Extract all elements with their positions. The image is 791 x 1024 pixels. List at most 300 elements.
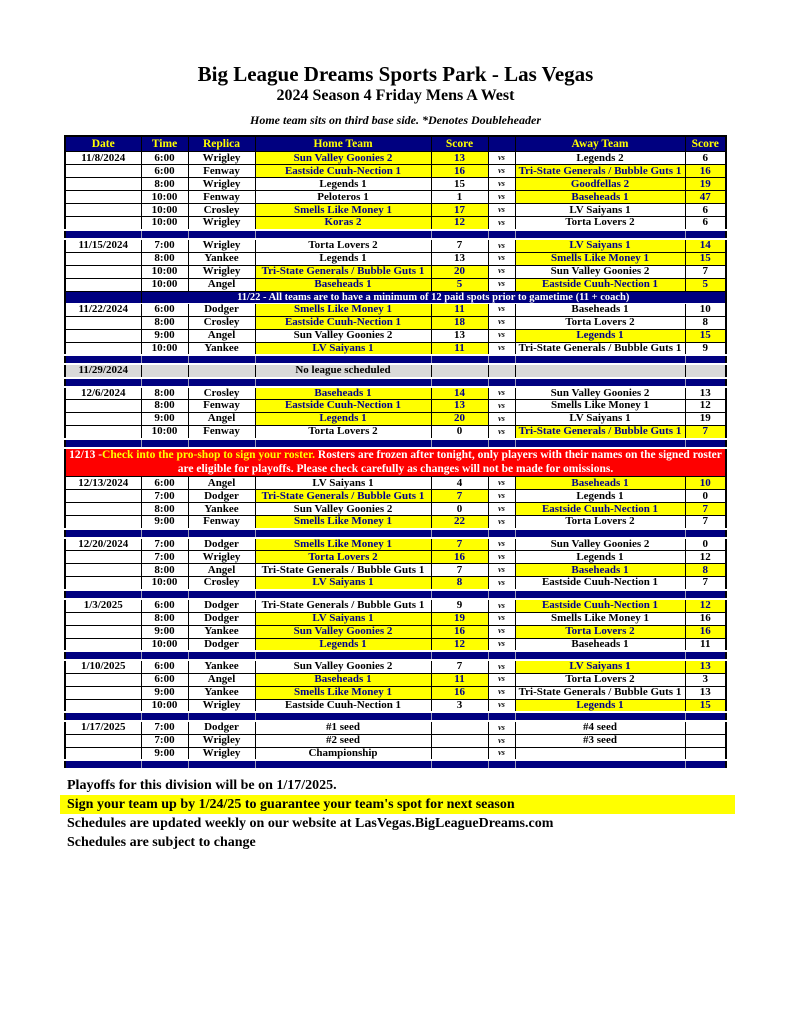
date-cell [65,686,141,699]
home-score-cell: 7 [431,239,488,252]
home-score-cell: 22 [431,516,488,529]
replica-cell: Angel [188,278,255,291]
home-score-cell [431,747,488,760]
home-score-cell: 16 [431,551,488,564]
game-row [65,503,726,516]
time-cell: 7:00 [141,551,188,564]
away-team-cell: LV Saiyans 1 [515,239,685,252]
separator-cell [141,355,188,364]
time-cell: 8:00 [141,400,188,413]
home-team-cell: Baseheads 1 [255,387,431,400]
separator-cell [65,378,141,387]
home-score-cell: 1 [431,191,488,204]
away-team-cell: Tri-State Generals / Bubble Guts 1 [515,342,685,355]
away-team-cell: Eastside Cuuh-Nection 1 [515,503,685,516]
vs-cell: vs [488,612,515,625]
separator-cell [255,378,431,387]
away-score-cell: 10 [685,303,726,316]
separator-cell [515,529,685,538]
home-team-column-header: Home Team [255,136,431,152]
vs-cell: vs [488,252,515,265]
time-cell: 10:00 [141,577,188,590]
away-score-cell [685,721,726,734]
game-row [65,278,726,291]
replica-cell: Crosley [188,387,255,400]
time-cell: 8:00 [141,316,188,329]
game-row [65,165,726,178]
time-cell: 10:00 [141,217,188,230]
away-team-cell: #3 seed [515,734,685,747]
time-cell: 6:00 [141,165,188,178]
home-score-cell: 0 [431,426,488,439]
separator-cell [65,590,141,599]
home-team-cell: Tri-State Generals / Bubble Guts 1 [255,564,431,577]
home-team-cell: Sun Valley Goonies 2 [255,329,431,342]
game-row [65,204,726,217]
separator-row [65,230,726,239]
home-team-cell: Eastside Cuuh-Nection 1 [255,316,431,329]
home-team-cell: Baseheads 1 [255,278,431,291]
away-team-cell: Torta Lovers 2 [515,625,685,638]
away-score-cell: 19 [685,413,726,426]
home-team-cell: Peloteros 1 [255,191,431,204]
roster-banner-cell [65,448,726,477]
vs-cell: vs [488,239,515,252]
separator-row [65,651,726,660]
home-score-cell: 20 [431,265,488,278]
game-row [65,477,726,490]
date-cell [65,426,141,439]
away-team-cell: Sun Valley Goonies 2 [515,387,685,400]
home-score-cell: 11 [431,303,488,316]
away-score-cell: 13 [685,660,726,673]
game-row [65,316,726,329]
vs-cell: vs [488,178,515,191]
replica-cell: Crosley [188,577,255,590]
away-team-cell: Legends 1 [515,551,685,564]
away-team-cell: Smells Like Money 1 [515,400,685,413]
game-row [65,400,726,413]
separator-cell [188,439,255,448]
replica-cell: Angel [188,477,255,490]
home-score-cell: 16 [431,165,488,178]
home-score-cell: 14 [431,387,488,400]
time-cell: 10:00 [141,638,188,651]
game-row [65,217,726,230]
separator-cell [141,439,188,448]
away-score-column-header: Score [685,136,726,152]
game-row [65,747,726,760]
home-team-cell: Championship [255,747,431,760]
away-score-cell: 6 [685,204,726,217]
away-team-cell: Smells Like Money 1 [515,612,685,625]
away-team-cell: Legends 1 [515,490,685,503]
home-score-cell: 18 [431,316,488,329]
away-score-cell: 12 [685,400,726,413]
separator-cell [685,712,726,721]
time-cell: 9:00 [141,516,188,529]
separator-cell [515,760,685,769]
replica-cell: Wrigley [188,217,255,230]
date-cell [65,612,141,625]
time-cell: 6:00 [141,152,188,165]
vs-cell: vs [488,638,515,651]
home-team-cell: Smells Like Money 1 [255,516,431,529]
away-score-cell: 7 [685,577,726,590]
home-team-note: Home team sits on third base side. *Denotes Doubleheader [250,112,541,127]
no-league-cell: No league scheduled [255,364,431,378]
vs-cell: vs [488,699,515,712]
home-team-cell: Koras 2 [255,217,431,230]
replica-cell: Fenway [188,426,255,439]
separator-cell [255,355,431,364]
away-score-cell: 47 [685,191,726,204]
separator-cell [255,439,431,448]
vs-cell: vs [488,387,515,400]
separator-cell [65,651,141,660]
home-score-cell [431,734,488,747]
date-cell: 12/6/2024 [65,387,141,400]
home-team-cell: Eastside Cuuh-Nection 1 [255,699,431,712]
away-score-cell: 7 [685,426,726,439]
home-score-cell: 7 [431,538,488,551]
home-score-cell: 11 [431,673,488,686]
separator-cell [488,712,515,721]
home-team-cell: LV Saiyans 1 [255,577,431,590]
subject-to-change-note: Schedules are subject to change [67,834,256,850]
vs-cell: vs [488,747,515,760]
separator-cell [431,590,488,599]
separator-cell [141,230,188,239]
game-row [65,191,726,204]
away-team-cell: LV Saiyans 1 [515,660,685,673]
time-cell: 10:00 [141,342,188,355]
time-cell: 6:00 [141,673,188,686]
away-team-cell: Torta Lovers 2 [515,673,685,686]
date-cell [65,278,141,291]
replica-cell: Dodger [188,721,255,734]
time-cell: 10:00 [141,265,188,278]
separator-cell [685,439,726,448]
vs-column-header [488,136,515,152]
replica-cell: Fenway [188,191,255,204]
replica-cell: Wrigley [188,239,255,252]
time-cell: 7:00 [141,538,188,551]
away-score-cell: 5 [685,278,726,291]
home-team-cell: Sun Valley Goonies 2 [255,625,431,638]
page-title: Big League Dreams Sports Park - Las Vegas [197,62,594,86]
away-score-cell: 7 [685,265,726,278]
home-score-cell [431,364,488,378]
away-team-cell: Sun Valley Goonies 2 [515,538,685,551]
date-cell [65,503,141,516]
game-row [65,329,726,342]
away-team-cell: Goodfellas 2 [515,178,685,191]
game-row [65,673,726,686]
game-row [65,564,726,577]
replica-cell: Dodger [188,599,255,612]
away-team-cell: Baseheads 1 [515,638,685,651]
away-team-cell: Baseheads 1 [515,191,685,204]
separator-cell [488,355,515,364]
home-team-cell: Smells Like Money 1 [255,204,431,217]
replica-cell: Angel [188,673,255,686]
separator-cell [685,378,726,387]
date-cell [65,564,141,577]
game-row [65,252,726,265]
date-cell: 11/8/2024 [65,152,141,165]
away-team-cell: Legends 1 [515,329,685,342]
away-score-cell: 8 [685,316,726,329]
date-cell [65,204,141,217]
separator-cell [188,651,255,660]
away-score-cell: 0 [685,490,726,503]
game-row [65,686,726,699]
notice-cell: 11/22 - All teams are to have a minimum of 12 paid spots prior to gametime (11 + coach) [141,291,726,303]
separator-cell [255,712,431,721]
vs-cell: vs [488,686,515,699]
roster-banner-row [65,448,726,477]
home-team-cell: #1 seed [255,721,431,734]
away-team-cell: Eastside Cuuh-Nection 1 [515,577,685,590]
game-row [65,490,726,503]
home-score-cell: 9 [431,599,488,612]
away-score-cell [685,734,726,747]
away-score-cell: 15 [685,329,726,342]
separator-row [65,760,726,769]
home-score-cell: 19 [431,612,488,625]
home-team-cell: Smells Like Money 1 [255,538,431,551]
time-cell: 6:00 [141,303,188,316]
vs-cell: vs [488,490,515,503]
date-cell [65,577,141,590]
game-row [65,721,726,734]
home-team-cell: Smells Like Money 1 [255,686,431,699]
away-score-cell: 6 [685,152,726,165]
vs-cell: vs [488,191,515,204]
separator-cell [188,760,255,769]
separator-cell [488,378,515,387]
away-team-cell: Eastside Cuuh-Nection 1 [515,278,685,291]
home-team-cell: #2 seed [255,734,431,747]
game-row [65,599,726,612]
replica-cell: Yankee [188,625,255,638]
page-subtitle: 2024 Season 4 Friday Mens A West [276,87,515,105]
replica-cell: Dodger [188,612,255,625]
replica-cell: Angel [188,413,255,426]
separator-cell [255,230,431,239]
away-team-cell: Smells Like Money 1 [515,252,685,265]
home-team-cell: Torta Lovers 2 [255,426,431,439]
replica-column-header: Replica [188,136,255,152]
date-cell: 1/10/2025 [65,660,141,673]
replica-cell: Wrigley [188,551,255,564]
away-team-cell: Torta Lovers 2 [515,217,685,230]
schedule-table-body [65,152,726,769]
away-score-cell: 13 [685,686,726,699]
home-score-column-header: Score [431,136,488,152]
separator-cell [141,378,188,387]
separator-cell [188,529,255,538]
separator-cell [431,712,488,721]
time-cell: 10:00 [141,191,188,204]
time-cell: 9:00 [141,625,188,638]
time-cell: 9:00 [141,686,188,699]
replica-cell: Fenway [188,400,255,413]
game-row [65,413,726,426]
away-team-cell: Baseheads 1 [515,477,685,490]
no-league-row [65,364,726,378]
away-score-cell: 16 [685,165,726,178]
playoffs-note: Playoffs for this division will be on 1/17/2025. [67,777,337,793]
date-cell [65,516,141,529]
date-cell [65,638,141,651]
home-score-cell: 3 [431,699,488,712]
separator-cell [685,230,726,239]
vs-cell: vs [488,721,515,734]
home-team-cell: Tri-State Generals / Bubble Guts 1 [255,265,431,278]
away-team-cell: Tri-State Generals / Bubble Guts 1 [515,686,685,699]
date-cell [65,217,141,230]
away-team-cell: Tri-State Generals / Bubble Guts 1 [515,165,685,178]
time-cell: 7:00 [141,721,188,734]
game-row [65,152,726,165]
home-team-cell: Eastside Cuuh-Nection 1 [255,400,431,413]
date-cell [65,265,141,278]
time-cell: 9:00 [141,413,188,426]
time-cell: 8:00 [141,252,188,265]
home-score-cell: 11 [431,342,488,355]
replica-cell: Crosley [188,316,255,329]
separator-cell [65,439,141,448]
game-row [65,612,726,625]
game-row [65,426,726,439]
vs-cell: vs [488,660,515,673]
date-cell: 11/29/2024 [65,364,141,378]
vs-cell: vs [488,551,515,564]
away-team-cell: Sun Valley Goonies 2 [515,265,685,278]
away-team-cell: Tri-State Generals / Bubble Guts 1 [515,426,685,439]
home-score-cell: 4 [431,477,488,490]
vs-cell: vs [488,599,515,612]
home-score-cell: 13 [431,400,488,413]
date-cell [65,413,141,426]
game-row [65,342,726,355]
vs-cell: vs [488,165,515,178]
separator-row [65,712,726,721]
vs-cell: vs [488,426,515,439]
separator-cell [255,590,431,599]
date-cell: 12/20/2024 [65,538,141,551]
notice-date-cell [65,291,141,303]
separator-cell [65,355,141,364]
replica-cell: Dodger [188,638,255,651]
game-row [65,660,726,673]
separator-cell [685,355,726,364]
home-score-cell: 0 [431,503,488,516]
time-cell: 9:00 [141,747,188,760]
replica-cell: Yankee [188,660,255,673]
separator-cell [685,590,726,599]
home-team-cell: LV Saiyans 1 [255,477,431,490]
replica-cell: Yankee [188,686,255,699]
vs-cell: vs [488,329,515,342]
replica-cell: Yankee [188,252,255,265]
time-cell: 8:00 [141,178,188,191]
vs-cell: vs [488,625,515,638]
away-score-cell: 0 [685,538,726,551]
away-team-cell: Legends 2 [515,152,685,165]
replica-cell: Wrigley [188,178,255,191]
away-team-cell: Eastside Cuuh-Nection 1 [515,599,685,612]
away-score-cell: 10 [685,477,726,490]
replica-cell: Wrigley [188,747,255,760]
time-cell: 10:00 [141,699,188,712]
away-team-cell: Torta Lovers 2 [515,316,685,329]
home-team-cell: Smells Like Money 1 [255,303,431,316]
vs-cell: vs [488,564,515,577]
home-score-cell [431,721,488,734]
date-cell [65,342,141,355]
time-cell: 10:00 [141,278,188,291]
replica-cell: Yankee [188,503,255,516]
replica-cell: Dodger [188,490,255,503]
game-row [65,734,726,747]
vs-cell: vs [488,204,515,217]
away-team-cell [515,747,685,760]
date-cell [65,551,141,564]
time-cell: 8:00 [141,503,188,516]
separator-row [65,378,726,387]
website-note: Schedules are updated weekly on our website at LasVegas.BigLeagueDreams.com [67,815,554,831]
date-cell [65,734,141,747]
vs-cell: vs [488,342,515,355]
game-row [65,551,726,564]
home-score-cell: 13 [431,252,488,265]
time-cell: 6:00 [141,660,188,673]
separator-row [65,355,726,364]
vs-cell: vs [488,503,515,516]
replica-cell: Wrigley [188,152,255,165]
replica-cell: Fenway [188,165,255,178]
date-cell [65,490,141,503]
home-score-cell: 16 [431,625,488,638]
away-score-cell: 11 [685,638,726,651]
away-score-cell [685,364,726,378]
game-row [65,625,726,638]
away-score-cell: 13 [685,387,726,400]
home-score-cell: 15 [431,178,488,191]
separator-cell [488,439,515,448]
away-team-cell: Legends 1 [515,699,685,712]
away-team-cell: LV Saiyans 1 [515,413,685,426]
away-score-cell: 12 [685,599,726,612]
away-team-cell: Baseheads 1 [515,564,685,577]
notice-row [65,291,726,303]
separator-cell [141,590,188,599]
away-score-cell: 14 [685,239,726,252]
game-row [65,178,726,191]
game-row [65,577,726,590]
time-cell: 8:00 [141,387,188,400]
separator-cell [488,230,515,239]
separator-cell [488,529,515,538]
replica-cell: Fenway [188,516,255,529]
home-score-cell: 7 [431,564,488,577]
time-cell: 8:00 [141,564,188,577]
separator-row [65,590,726,599]
separator-cell [65,529,141,538]
